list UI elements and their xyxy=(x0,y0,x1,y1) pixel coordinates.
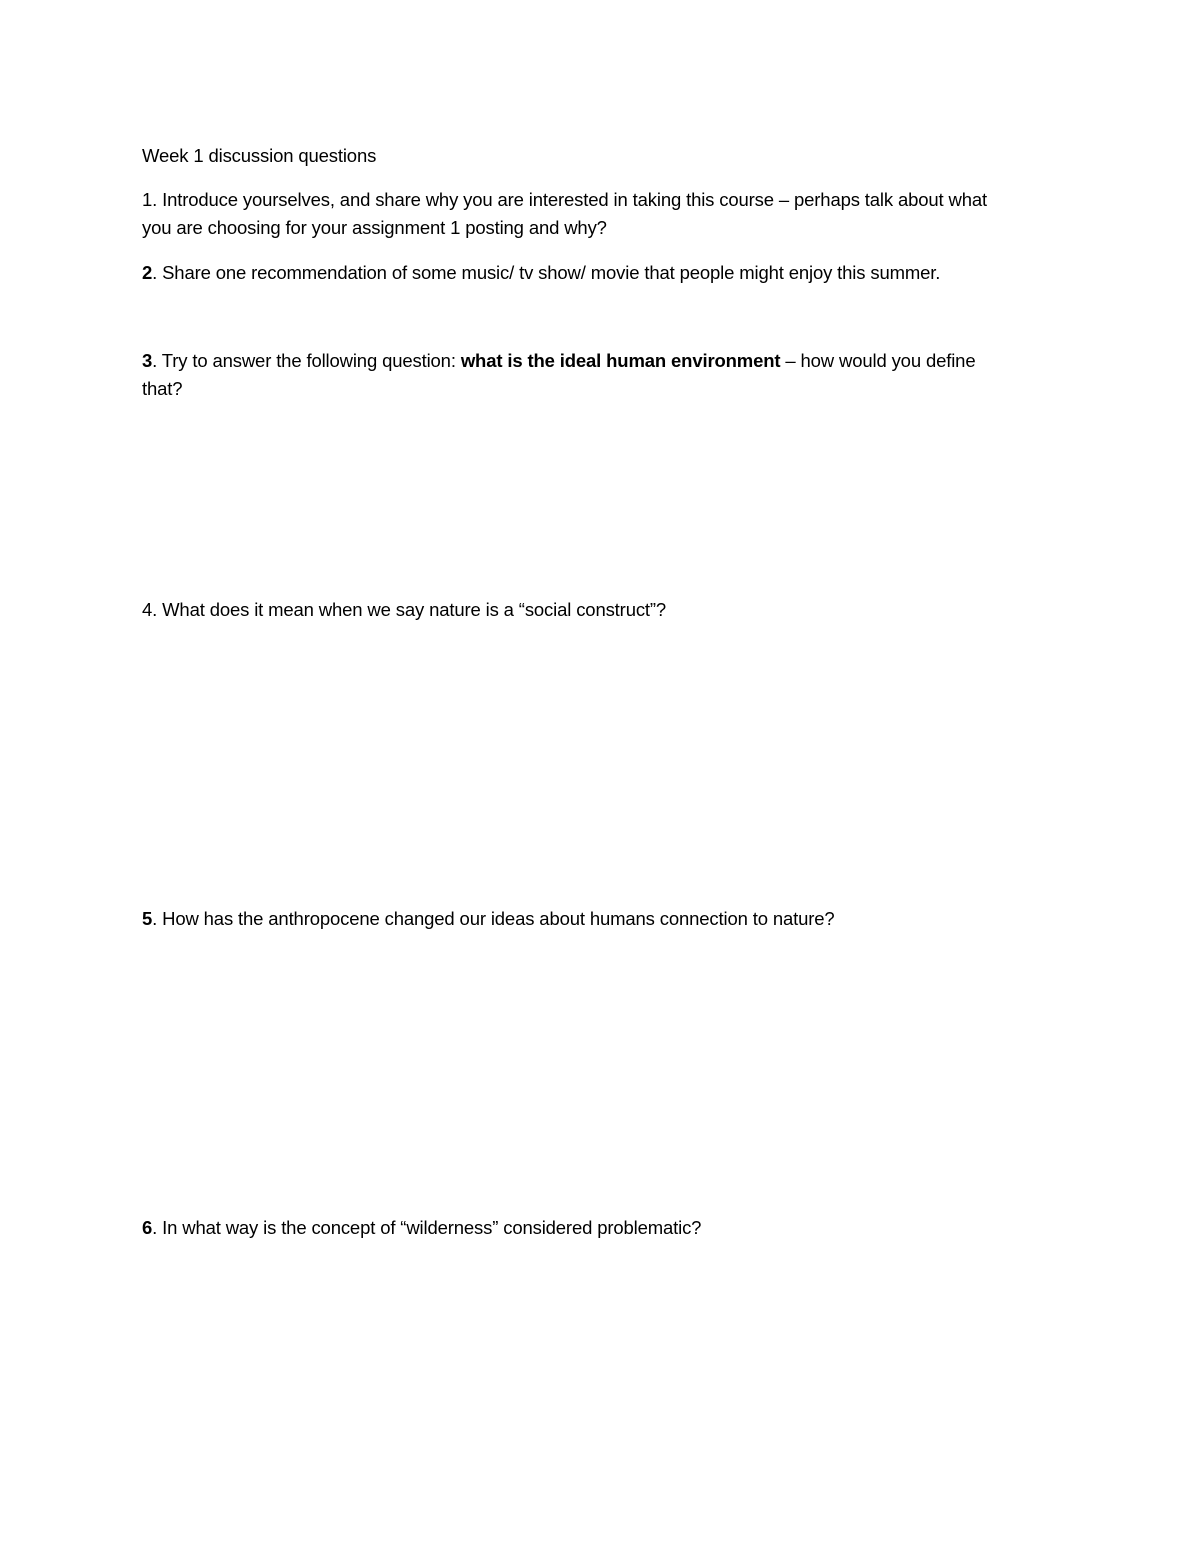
question-6 xyxy=(142,1214,1072,1242)
question-3-text-before: . Try to answer the following question: xyxy=(152,350,461,371)
question-1-line-1 xyxy=(142,186,1072,214)
question-3-bold-text: what is the ideal human environment xyxy=(460,350,781,371)
document-title: Week 1 discussion questions xyxy=(142,145,377,166)
question-2-text: . Share one recommendation of some music/ tv show/ movie that people might enjoy this summer. xyxy=(152,262,941,283)
question-4-number: 4 xyxy=(142,599,153,620)
question-3-line-1 xyxy=(142,347,1072,375)
question-6-text: . In what way is the concept of “wilderness” considered problematic? xyxy=(152,1217,702,1238)
question-4 xyxy=(142,596,1072,624)
question-1-text-1: . Introduce yourselves, and share why you are interested in taking this course – perhaps talk about what xyxy=(152,189,987,210)
question-3-number: 3 xyxy=(142,350,153,371)
question-5 xyxy=(142,905,1072,933)
question-3-text-after: – how would you define xyxy=(780,350,976,371)
question-6-number: 6 xyxy=(142,1217,153,1238)
question-2 xyxy=(142,259,1072,287)
question-3-line-2: that? xyxy=(142,378,183,399)
question-5-number: 5 xyxy=(142,908,153,929)
question-4-text: . What does it mean when we say nature is a “social construct”? xyxy=(152,599,667,620)
question-1-line-2: you are choosing for your assignment 1 posting and why? xyxy=(142,217,607,238)
question-5-text: . How has the anthropocene changed our ideas about humans connection to nature? xyxy=(152,908,835,929)
question-2-number: 2 xyxy=(142,262,153,283)
question-1-number: 1 xyxy=(142,189,153,210)
